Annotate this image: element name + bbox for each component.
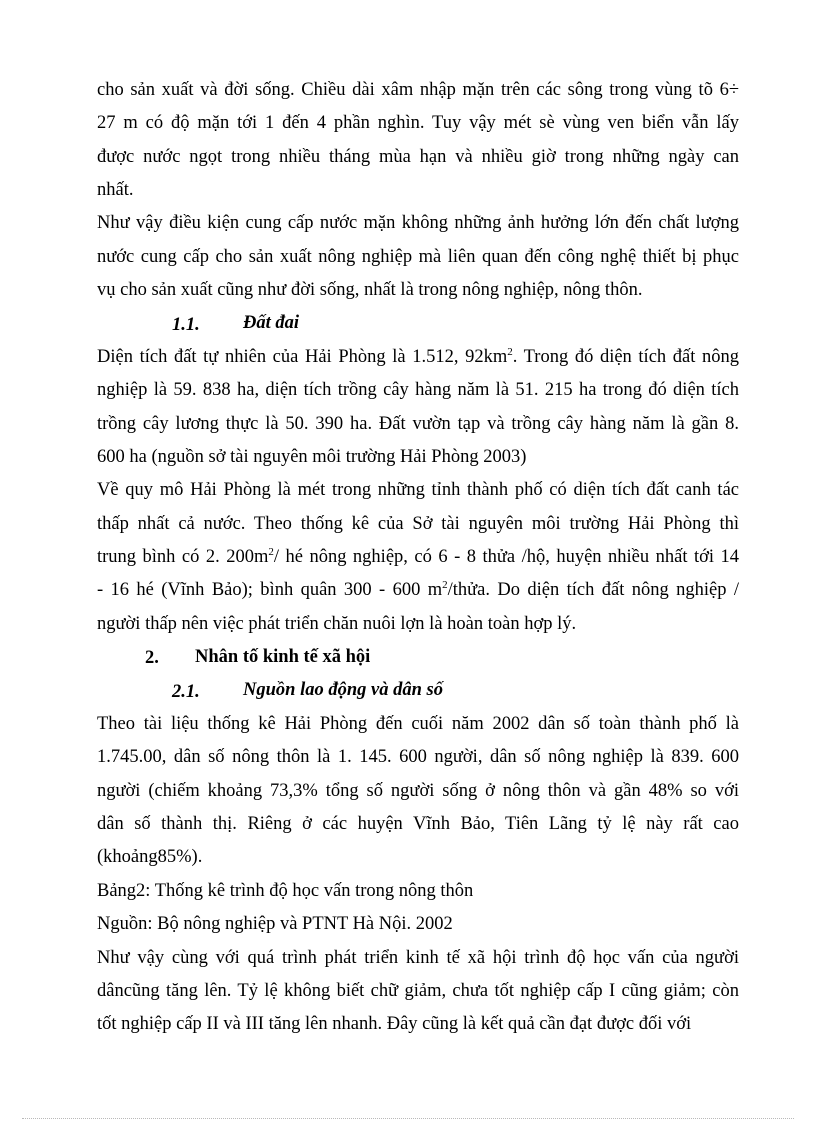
paragraph-line: Như vậy điều kiện cung cấp nước mặn không những ảnh hưởng lớn đến chất lượng [97,213,739,233]
section-title: Nhân tố kinh tế xã hội [195,647,371,667]
text-run: / hé nông nghiệp, có 6 - 8 thửa /hộ, huyện nhiều nhất tới 14 [273,547,739,567]
paragraph-line [97,578,739,602]
text-run: - 16 hé (Vĩnh Bảo); bình quân 300 - 600 m [97,580,443,600]
table-caption: Bảng2: Thống kê trình độ học vấn trong nông thôn [97,881,474,901]
paragraph-line: vụ cho sản xuất cũng như đời sống, nhất là trong nông nghiệp, nông thôn. [97,280,643,300]
paragraph-line: Về quy mô Hải Phòng là mét trong những tỉnh thành phố có diện tích đất canh tác [97,480,739,500]
section-number: 1.1. [172,315,200,335]
paragraph-line: 1.745.00, dân số nông thôn là 1. 145. 600 người, dân số nông nghiệp là 839. 600 [97,747,739,767]
paragraph-line: trồng cây lương thực là 50. 390 ha. Đất vườn tạp và trồng cây hàng năm là gần 8. [97,414,739,434]
paragraph-line: nhất. [97,180,134,200]
paragraph-line: (khoảng85%). [97,847,203,867]
superscript: 2 [268,546,274,558]
paragraph-line: Theo tài liệu thống kê Hải Phòng đến cuối năm 2002 dân số toàn thành phố là [97,714,739,734]
paragraph-line: thấp nhất cả nước. Theo thống kê của Sở tài nguyên môi trường Hải Phòng thì [97,514,739,534]
paragraph-line [97,545,739,569]
paragraph-line: người thấp nên việc phát triển chăn nuôi lợn là hoàn toàn hợp lý. [97,614,577,634]
paragraph-line: 600 ha (nguồn sở tài nguyên môi trường Hải Phòng 2003) [97,447,527,467]
section-number: 2. [145,648,159,668]
paragraph-line: cho sản xuất và đời sống. Chiều dài xâm nhập mặn trên các sông trong vùng tõ 6÷ [97,80,739,100]
section-title: Đất đai [243,313,300,333]
section-title: Nguồn lao động và dân số [243,680,443,700]
text-run: . Trong đó diện tích đất nông [512,347,739,367]
paragraph-line: dâncũng tăng lên. Tỷ lệ không biết chữ giảm, chưa tốt nghiệp cấp I cũng giảm; còn [97,981,739,1001]
paragraph-line: tốt nghiệp cấp II và III tăng lên nhanh. Đây cũng là kết quả cần đạt được đối với [97,1014,692,1034]
superscript: 2 [507,346,513,358]
paragraph-line: dân số thành thị. Riêng ở các huyện Vĩnh Bảo, Tiên Lãng tỷ lệ này rất cao [97,814,739,834]
footer-dotted-rule [22,1118,794,1119]
paragraph-line: được nước ngọt trong nhiều tháng mùa hạn và nhiều giờ trong những ngày can [97,147,739,167]
paragraph-line: người (chiếm khoảng 73,3% tổng số người sống ở nông thôn và gần 48% so với [97,781,739,801]
paragraph-line: nghiệp là 59. 838 ha, diện tích trồng cây hàng năm là 51. 215 ha trong đó diện tích [97,380,739,400]
paragraph-line: Như vậy cùng với quá trình phát triển kinh tế xã hội trình độ học vấn của người [97,948,739,968]
table-source: Nguồn: Bộ nông nghiệp và PTNT Hà Nội. 2002 [97,914,453,934]
text-run: trung bình có 2. 200m [97,547,269,567]
paragraph-line: nước cung cấp cho sản xuất nông nghiệp mà liên quan đến công nghệ thiết bị phục [97,247,739,267]
paragraph-line [97,345,739,369]
paragraph-line: 27 m có độ mặn tới 1 đến 4 phần nghìn. Tuy vậy mét sè vùng ven biển vẫn lấy [97,113,739,133]
superscript: 2 [442,579,448,591]
text-run: /thửa. Do diện tích đất nông nghiệp / [447,580,739,600]
section-number: 2.1. [172,682,200,702]
text-run: Diện tích đất tự nhiên của Hải Phòng là 1.512, 92km [97,347,508,367]
